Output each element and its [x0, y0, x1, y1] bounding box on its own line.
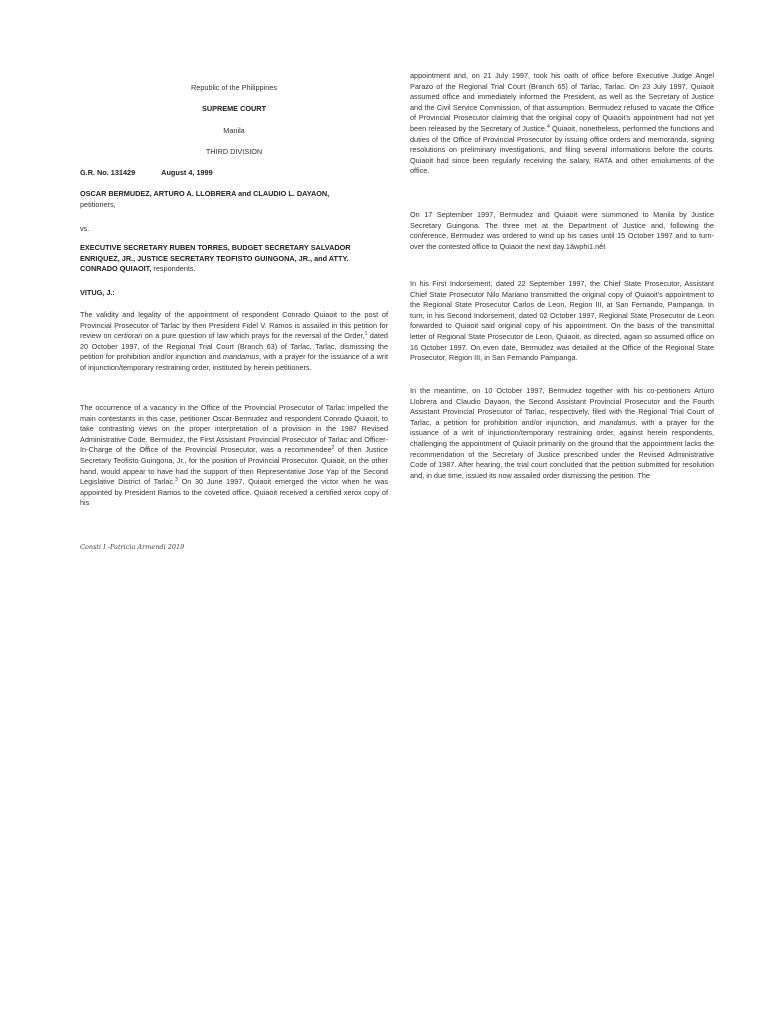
case-number-line	[80, 168, 388, 179]
paragraph-text: In the meantime, on 10 October 1997, Bermudez together with his co-petitioners Arturo Llobrera and Claudio Dayaon, the Second Assistant Provincial Prosecutor and the Fourth Assistant Provincial Prosecutor of Tarlac, respectively, filed with the Regional Trial Court of Tarlac, a petition for prohibition and/or injunction, and	[410, 386, 714, 427]
versus: vs.	[80, 224, 90, 233]
paragraph-text: , with a prayer for the issuance of a writ of injunction/temporary restraining order, instituted by herein petitioners.	[80, 352, 388, 372]
respondents-role: respondents.	[151, 264, 196, 274]
ponente: VITUG, J.:	[80, 288, 115, 297]
decision-date: August 4, 1999	[161, 168, 213, 177]
petitioners-names: OSCAR BERMUDEZ, ARTURO A. LLOBRERA and CLAUDIO L. DAYAON,	[80, 189, 330, 198]
paragraph-text: Quiaoit, nonetheless, performed the functions and duties of the Office of Provincial Prosecutor by issuing office orders and memoranda, signing resolutions on preliminary investigations, and filing several informations before the courts. Quiaoit had since been regularly receiving the salary, RATA and other emoluments of the office.	[410, 123, 714, 176]
division-heading: THIRD DIVISION	[205, 147, 263, 156]
paragraph-4: On 17 September 1997, Bermudez and Quiaoit were summoned to Manila by Justice Secretary Guingona. The three met at the Department of Justice and, following the conference, Bermudez was ordered to wind up his cases until 15 October 1997 and to turn-over the contested office to Quiaoit the next day.1ãwphi1.nêt	[410, 210, 714, 251]
paragraph-text: On 30 June 1997, Quiaoit emerged the victor when he was appointed by President Ramos to the coveted office. Quiaoit received a certified xerox copy of his	[80, 477, 388, 508]
paragraph-2	[80, 403, 388, 509]
footnote-ref: 3	[175, 477, 178, 484]
footnote-ref: 4	[547, 123, 550, 130]
paragraph-text: The validity and legality of the appointment of respondent Conrado Quiaoit to the post of Provincial Prosecutor of Tarlac by then President Fidel V. Ramos is assailed in this petition for review on	[80, 310, 388, 341]
paragraph-3	[410, 71, 714, 177]
emphasis-text: certiorari	[113, 331, 143, 341]
paragraph-text: , with a prayer for the issuance of a writ of injunction/temporary restraining order, against herein respondents, challenging the appointment of Quiaoit primarily on the ground that the appointment lacks the recommendation of the Secretary of Justice prescribed under the Revised Administrative Code of 1987. After hearing, the trial court concluded that the petition submitted for resolution and, in due time, issued its now assailed order dismissing the petition. The	[410, 417, 714, 480]
petitioners-role: petitioners,	[80, 199, 116, 209]
emphasis-text: mandamus	[222, 352, 260, 362]
footnote-ref: 2	[331, 445, 335, 452]
paragraph-1	[80, 310, 388, 374]
footnote-ref: 1	[364, 331, 368, 338]
paragraph-5: In his First Indorsement, dated 22 September 1997, the Chief State Prosecutor, Assistant Chief State Prosecutor Nilo Mariano transmitted the original copy of Quiaoit's appointment to the Regional State Prosecutor Carlos de Leon, Region III, at San Fernando, Pampanga. In turn, in his Second Indorsement, dated 02 October 1997, Regional State Prosecutor de Leon forwarded to Quiaoit said original copy of his appointment. On the basis of the transmittal letter of Regional State Prosecutor de Leon, Quiaoit, as directed, again so assumed office on 16 October 1997. On even date, Bermudez was detailed at the Office of the Regional State Prosecutor, Region III, in San Fernando Pampanga.	[410, 279, 714, 363]
page-footer: Consti I -Patricia Armendi 2019	[80, 543, 185, 551]
republic-heading: Republic of the Philippines	[191, 83, 277, 92]
paragraph-text: of then Justice Secretary Teofisto Guingona, Jr., for the position of Provincial Prosecutor. Quiaoit, on the other hand, would appear to have had the support of then Representative Jose Yap of the Second Legislative District of Tarlac.	[80, 445, 388, 487]
respondents-names: EXECUTIVE SECRETARY RUBEN TORRES, BUDGET SECRETARY SALVADOR ENRIQUEZ, JR., JUSTICE SECRETARY TEOFISTO GUINGONA, JR., and ATTY. CONRADO QUIAOIT,	[80, 243, 351, 274]
paragraph-text: The occurrence of a vacancy in the Office of the Provincial Prosecutor of Tarlac impelled the main contestants in this case, petitioner Oscar Bermudez and respondent Conrado Quiaoit, to take contrasting views on the proper interpretation of a provision in the 1987 Revised Administrative Code. Bermudez, the First Assistant Provincial Prosecutor of Tarlac and Officer-In-Charge of the Office of the Provincial Prosecutor, was a recommendee	[80, 403, 388, 455]
petitioners-block	[80, 189, 388, 210]
paragraph-6	[410, 386, 714, 481]
respondents-block	[80, 243, 388, 275]
gr-number: G.R. No. 131429	[80, 168, 136, 177]
court-heading: SUPREME COURT	[201, 104, 267, 113]
emphasis-text: mandamus	[599, 417, 636, 427]
paragraph-text: appointment and, on 21 July 1997, took his oath of office before Executive Judge Angel Parazo of the Regional Trial Court (Branch 65) of Tarlac, Tarlac. On 23 July 1997, Quiaoit assumed office and immediately informed the President, as well as the Secretary of Justice and the Civil Service Commission, of that assumption. Bermudez refused to vacate the Office of Provincial Prosecutor claiming that the original copy of Quiaoit's appointment had not yet been released by the Secretary of Justice.	[410, 71, 714, 133]
paragraph-text: dated 20 October 1997, of the Regional Trial Court (Branch 63) of Tarlac, Tarlac, dismissing the petition for prohibition and/or injunction and	[80, 331, 388, 362]
paragraph-text: on a pure question of law which prays for the reversal of the Order,	[142, 331, 365, 341]
city-heading: Manila	[223, 126, 245, 135]
